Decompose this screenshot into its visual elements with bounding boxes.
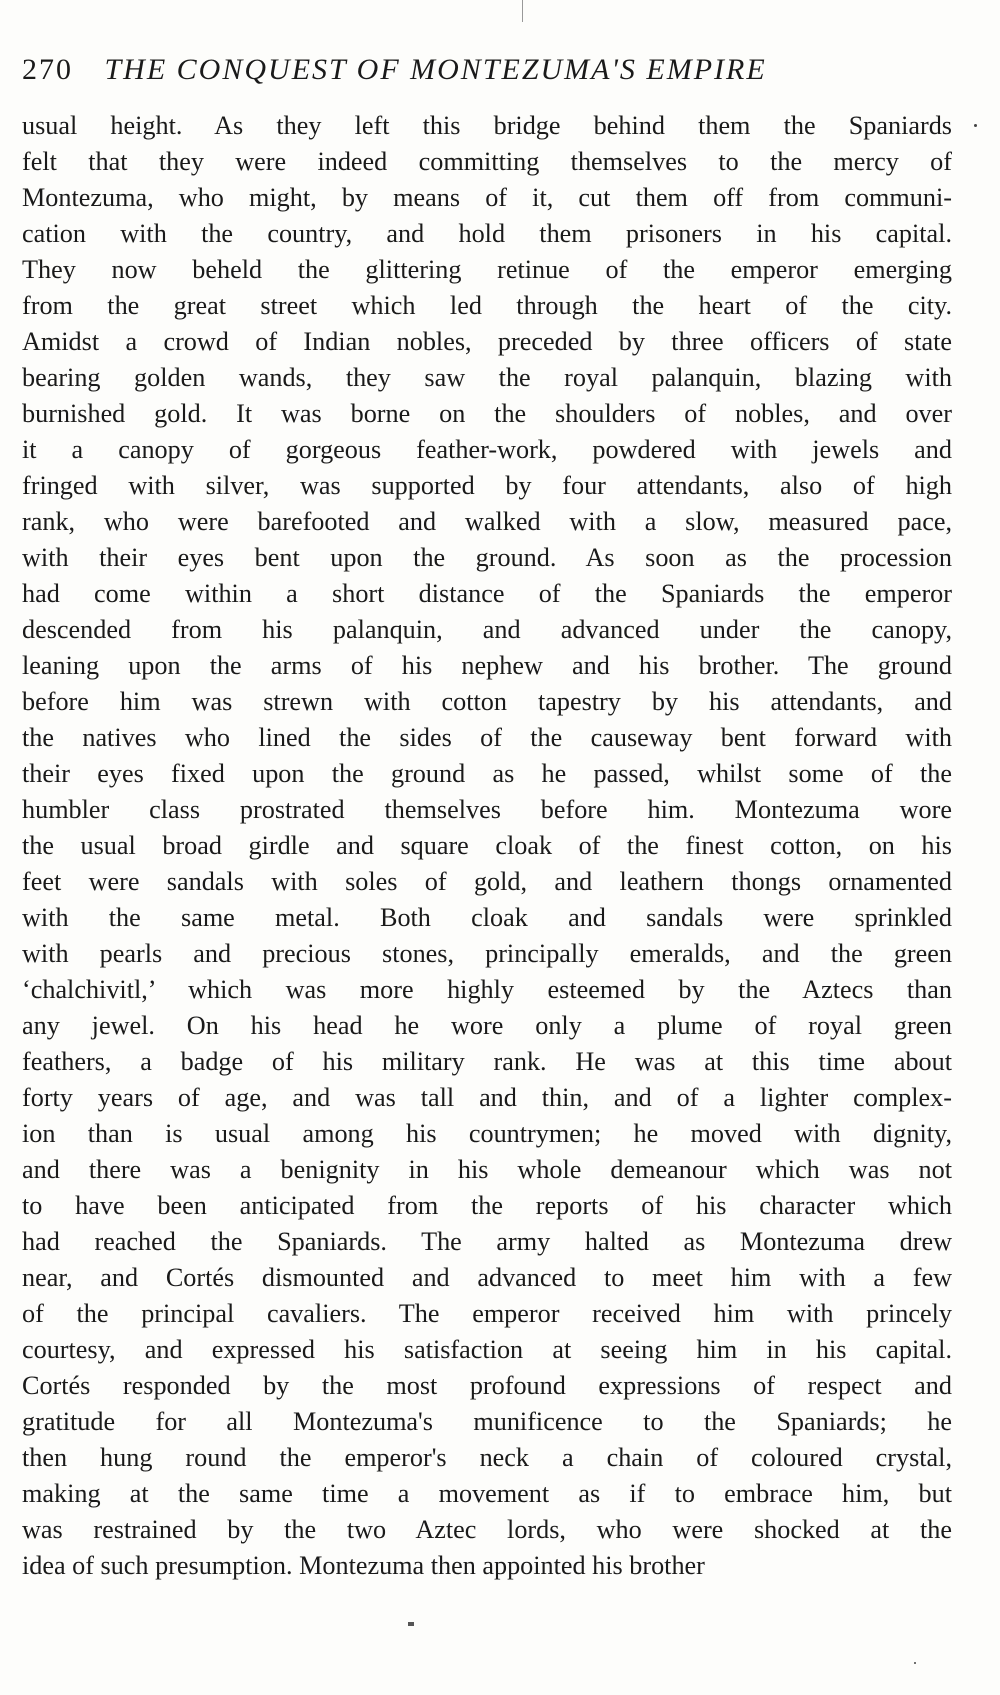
text-line: and there was a benignity in his whole demeanour which was not <box>22 1155 952 1184</box>
text-line: courtesy, and expressed his satisfaction at seeing him in his capital. <box>22 1335 952 1364</box>
text-line: the natives who lined the sides of the causeway bent forward with <box>22 723 952 752</box>
text-line: with the same metal. Both cloak and sandals were sprinkled <box>22 903 952 932</box>
text-line: cation with the country, and hold them prisoners in his capital. <box>22 219 952 248</box>
text-line: descended from his palanquin, and advanced under the canopy, <box>22 615 952 644</box>
text-line: it a canopy of gorgeous feather-work, powdered with jewels and <box>22 435 952 464</box>
text-line: They now beheld the glittering retinue of the emperor emerging <box>22 255 952 284</box>
text-line: burnished gold. It was borne on the shoulders of nobles, and over <box>22 399 952 428</box>
text-line: before him was strewn with cotton tapestry by his attendants, and <box>22 687 952 716</box>
text-line: to have been anticipated from the reports of his character which <box>22 1191 952 1220</box>
text-line: making at the same time a movement as if to embrace him, but <box>22 1479 952 1508</box>
text-line: had reached the Spaniards. The army halted as Montezuma drew <box>22 1227 952 1256</box>
text-line: feathers, a badge of his military rank. He was at this time about <box>22 1047 952 1076</box>
scan-mark-bottom <box>408 1622 414 1626</box>
text-line: Montezuma, who might, by means of it, cut them off from communi- <box>22 183 952 212</box>
scan-mark-top <box>522 0 523 22</box>
text-line: the usual broad girdle and square cloak of the finest cotton, on his <box>22 831 952 860</box>
running-head <box>22 50 962 90</box>
text-line: of the principal cavaliers. The emperor received him with princely <box>22 1299 952 1328</box>
text-line: Cortés responded by the most profound expressions of respect and <box>22 1371 952 1400</box>
text-line: usual height. As they left this bridge behind them the Spaniards <box>22 111 952 140</box>
text-line: Amidst a crowd of Indian nobles, preceded by three officers of state <box>22 327 952 356</box>
text-line: felt that they were indeed committing themselves to the mercy of <box>22 147 952 176</box>
text-line: was restrained by the two Aztec lords, who were shocked at the <box>22 1515 952 1544</box>
text-line: leaning upon the arms of his nephew and his brother. The ground <box>22 651 952 680</box>
running-title: THE CONQUEST OF MONTEZUMA'S EMPIRE <box>104 53 767 86</box>
page-number: 270 <box>22 53 73 86</box>
text-line: near, and Cortés dismounted and advanced to meet him with a few <box>22 1263 952 1292</box>
text-line: ion than is usual among his countrymen; he moved with dignity, <box>22 1119 952 1148</box>
text-line: gratitude for all Montezuma's munificence to the Spaniards; he <box>22 1407 952 1436</box>
text-line: then hung round the emperor's neck a chain of coloured crystal, <box>22 1443 952 1472</box>
text-line: ‘chalchivitl,’ which was more highly esteemed by the Aztecs than <box>22 975 952 1004</box>
text-line: idea of such presumption. Montezuma then appointed his brother <box>22 1551 705 1580</box>
margin-speck <box>914 1662 916 1664</box>
text-line: with their eyes bent upon the ground. As soon as the procession <box>22 543 952 572</box>
text-line: any jewel. On his head he wore only a plume of royal green <box>22 1011 952 1040</box>
text-line: humbler class prostrated themselves before him. Montezuma wore <box>22 795 952 824</box>
text-line: their eyes fixed upon the ground as he passed, whilst some of the <box>22 759 952 788</box>
margin-speck <box>974 124 977 127</box>
text-line: forty years of age, and was tall and thin, and of a lighter complex- <box>22 1083 952 1112</box>
text-line: rank, who were barefooted and walked with a slow, measured pace, <box>22 507 952 536</box>
text-line: bearing golden wands, they saw the royal palanquin, blazing with <box>22 363 952 392</box>
text-line: from the great street which led through the heart of the city. <box>22 291 952 320</box>
body-text <box>22 108 952 1584</box>
text-line: with pearls and precious stones, principally emeralds, and the green <box>22 939 952 968</box>
text-line: feet were sandals with soles of gold, and leathern thongs ornamented <box>22 867 952 896</box>
text-line: fringed with silver, was supported by four attendants, also of high <box>22 471 952 500</box>
text-line: had come within a short distance of the Spaniards the emperor <box>22 579 952 608</box>
